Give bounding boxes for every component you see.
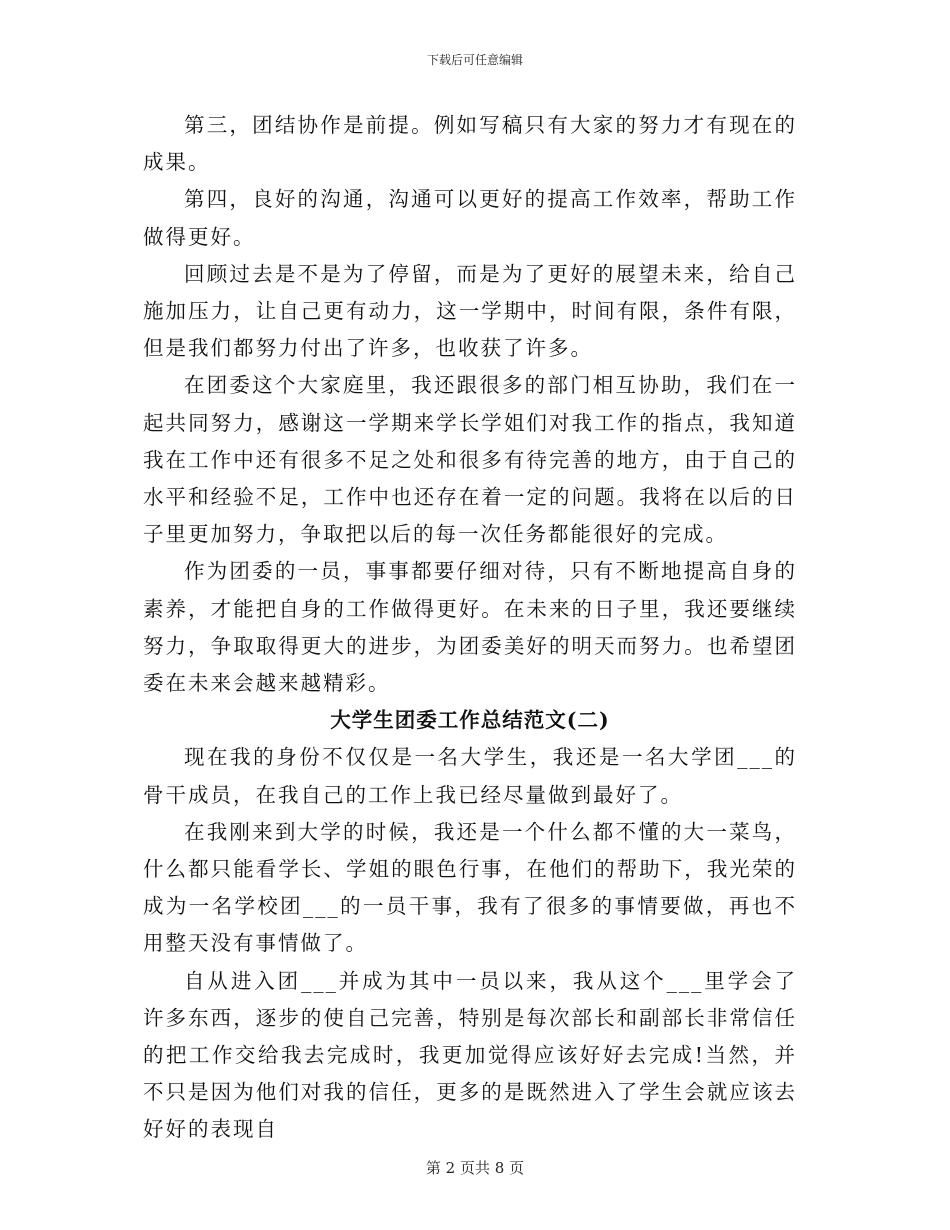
section-title: 大学生团委工作总结范文(二) <box>330 708 610 733</box>
paragraph: 在团委这个大家庭里，我还跟很多的部门相互协助，我们在一起共同努力，感谢这一学期来学长学姐们对我工作的指点，我知道我在工作中还有很多不足之处和很多有待完善的地方，由于自己的水平和经验不足，工作中也还存在着一定的问题。我将在以后的日子里更加努力，争取把以后的每一次任务都能很好的完成。 <box>143 373 797 547</box>
paragraph: 第四，良好的沟通，沟通可以更好的提高工作效率，帮助工作做得更好。 <box>143 187 797 249</box>
paragraph: 自从进入团___并成为其中一员以来，我从这个___里学会了许多东西，逐步的使自己完善，特别是每次部长和副部长非常信任的把工作交给我去完成时，我更加觉得应该好好去完成!当然，并不只是因为他们对我的信任，更多的是既然进入了学生会就应该去好好的表现自 <box>143 968 797 1142</box>
paragraph: 现在我的身份不仅仅是一名大学生，我还是一名大学团___的骨干成员，在我自己的工作上我已经尽量做到最好了。 <box>143 745 797 807</box>
paragraph: 在我刚来到大学的时候，我还是一个什么都不懂的大一菜鸟，什么都只能看学长、学姐的眼色行事，在他们的帮助下，我光荣的成为一名学校团___的一员干事，我有了很多的事情要做，再也不用整天没有事情做了。 <box>143 819 797 956</box>
page-footer: 第 2 页共 8 页 <box>425 1159 525 1177</box>
paragraph: 第三，团结协作是前提。例如写稿只有大家的努力才有现在的成果。 <box>143 113 797 175</box>
document-body <box>143 107 797 1149</box>
paragraph: 回顾过去是不是为了停留，而是为了更好的展望未来，给自己施加压力，让自己更有动力，这一学期中，时间有限，条件有限，但是我们都努力付出了许多，也收获了许多。 <box>143 261 797 361</box>
page-header: 下载后可任意编辑 <box>426 53 523 67</box>
paragraph: 作为团委的一员，事事都要仔细对待，只有不断地提高自身的素养，才能把自身的工作做得更好。在未来的日子里，我还要继续努力，争取取得更大的进步，为团委美好的明天而努力。也希望团委在未来会越来越精彩。 <box>143 559 797 696</box>
